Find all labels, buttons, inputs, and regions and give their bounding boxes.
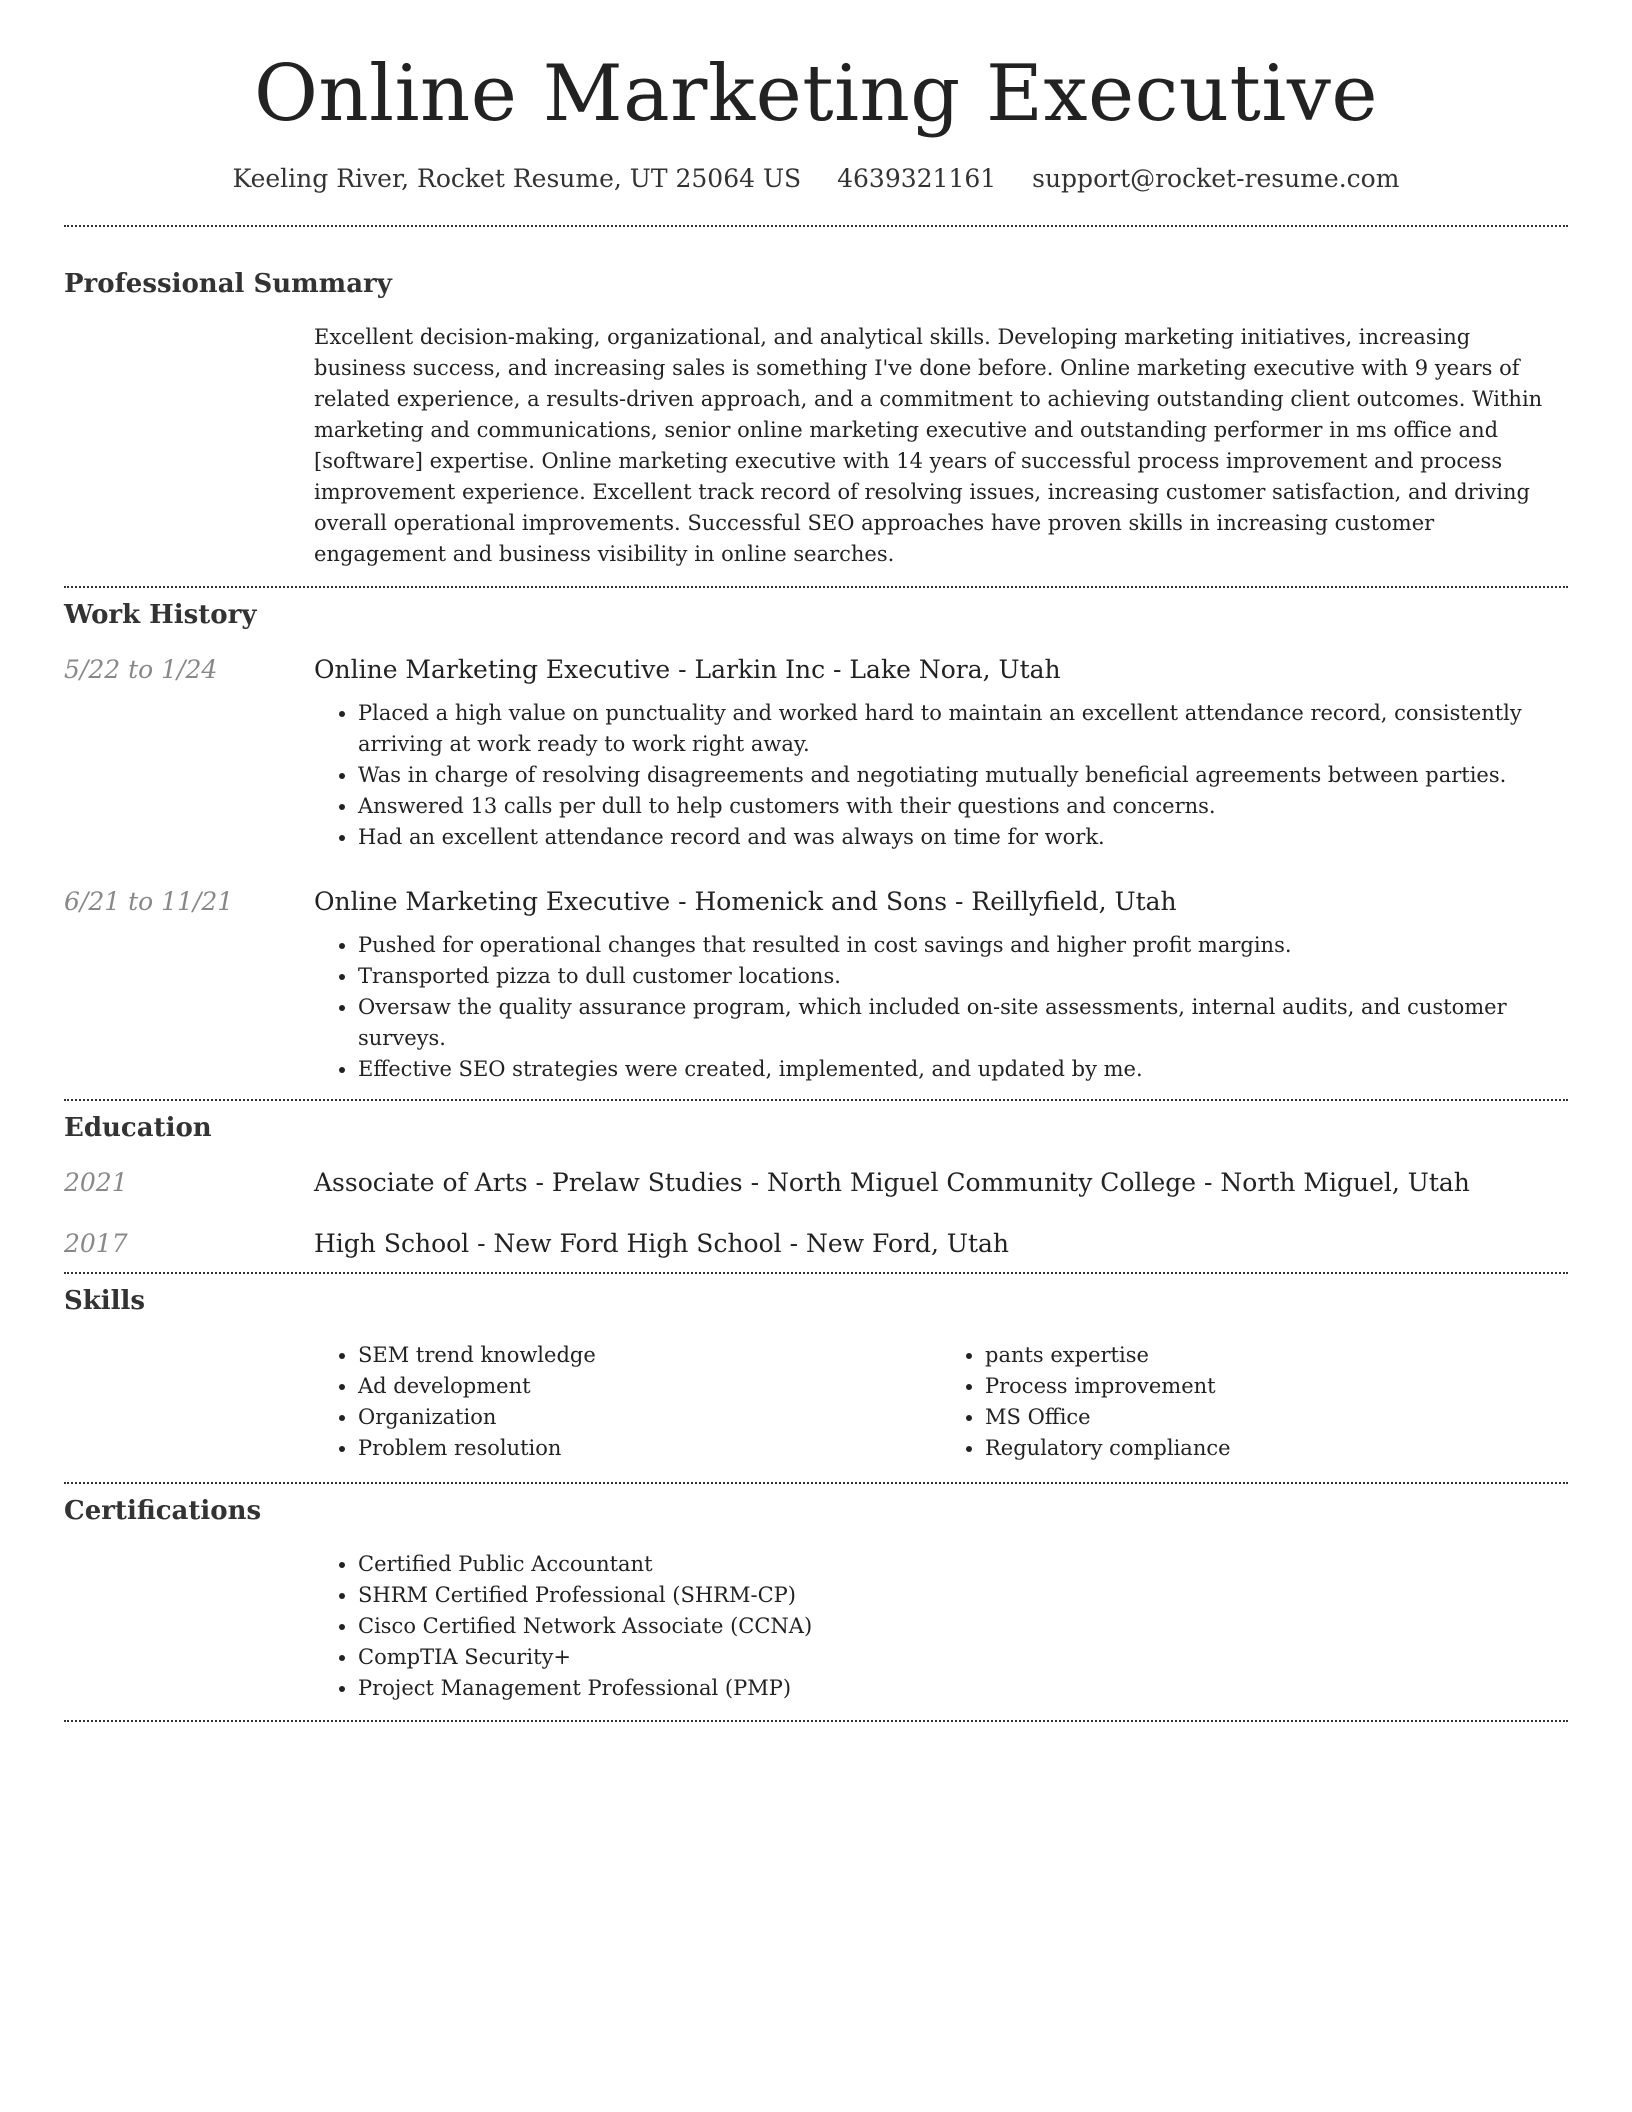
list-item: • pants expertise [985, 1340, 1568, 1371]
list-item: • Was in charge of resolving disagreements and negotiating mutually beneficial agreements between parties. [358, 760, 1568, 791]
list-item: • Oversaw the quality assurance program, which included on-site assessments, internal audits, and customer surveys. [358, 992, 1568, 1054]
list-item: • Placed a high value on punctuality and worked hard to maintain an excellent attendance record, consistently arriving at work ready to work right away. [358, 698, 1568, 760]
list-item: • SEM trend knowledge [358, 1340, 941, 1371]
job-title: Online Marketing Executive - Homenick and Sons - Reillyfield, Utah [314, 887, 1177, 917]
job-bullets [314, 698, 1568, 853]
work-history-section [64, 588, 1568, 1099]
education-year: 2021 [64, 1168, 128, 1198]
job-entry [64, 655, 1568, 853]
section-title-summary: Professional Summary [64, 268, 392, 299]
skills-list-right [941, 1340, 1568, 1464]
education-entry [64, 1168, 1568, 1197]
list-item: • Answered 13 calls per dull to help customers with their questions and concerns. [358, 791, 1568, 822]
list-item: • Certified Public Accountant [358, 1549, 1568, 1580]
address: Keeling River, Rocket Resume, UT 25064 US [232, 163, 802, 193]
list-item: • Effective SEO strategies were created, implemented, and updated by me. [358, 1054, 1568, 1085]
education-year: 2017 [64, 1229, 128, 1259]
phone: 4639321161 [837, 163, 997, 193]
list-item: • Pushed for operational changes that resulted in cost savings and higher profit margins. [358, 930, 1568, 961]
list-item: • Transported pizza to dull customer locations. [358, 961, 1568, 992]
section-title-skills: Skills [64, 1286, 146, 1317]
education-degree: High School - New Ford High School - New Ford, Utah [314, 1229, 1009, 1259]
job-entry [64, 887, 1568, 1085]
list-item: • Organization [358, 1402, 941, 1433]
list-item: • Problem resolution [358, 1433, 941, 1464]
section-title-education: Education [64, 1113, 212, 1144]
resume-header [64, 0, 1568, 193]
candidate-name: Online Marketing Executive [253, 49, 1379, 139]
skills-list-left [314, 1340, 941, 1464]
certifications-section [64, 1484, 1568, 1720]
section-title-certifications: Certifications [64, 1495, 262, 1526]
list-item: • Project Management Professional (PMP) [358, 1673, 1568, 1704]
job-dates: 5/22 to 1/24 [64, 655, 218, 685]
summary-text: Excellent decision-making, organizational, and analytical skills. Developing marketing initiatives, increasing business success, and increasing sales is something I've done before. Online marketing executive with 9 years of related experience, a results-driven approach, and a commitment to achieving outstanding client outcomes. Within marketing and communications, senior online marketing executive and outstanding performer in ms office and [software] expertise. Online marketing executive with 14 years of successful process improvement and process improvement experience. Excellent track record of resolving issues, increasing customer satisfaction, and driving overall operational improvements. Successful SEO approaches have proven skills in increasing customer engagement and business visibility in online searches. [314, 324, 1543, 566]
list-item: • Regulatory compliance [985, 1433, 1568, 1464]
section-title-work-history: Work History [64, 599, 257, 630]
list-item: • MS Office [985, 1402, 1568, 1433]
email: support@rocket-resume.com [1032, 163, 1400, 193]
list-item: • Had an excellent attendance record and was always on time for work. [358, 822, 1568, 853]
education-entry [64, 1229, 1568, 1258]
list-item: • Cisco Certified Network Associate (CCNA) [358, 1611, 1568, 1642]
list-item: • CompTIA Security+ [358, 1642, 1568, 1673]
job-title: Online Marketing Executive - Larkin Inc - Lake Nora, Utah [314, 655, 1061, 685]
education-section [64, 1101, 1568, 1272]
divider [64, 1720, 1568, 1722]
certifications-list [314, 1549, 1568, 1704]
job-bullets [314, 930, 1568, 1085]
list-item: • Ad development [358, 1371, 941, 1402]
education-degree: Associate of Arts - Prelaw Studies - North Miguel Community College - North Miguel, Utah [314, 1168, 1470, 1198]
list-item: • Process improvement [985, 1371, 1568, 1402]
list-item: • SHRM Certified Professional (SHRM-CP) [358, 1580, 1568, 1611]
skills-section [64, 1274, 1568, 1481]
summary-section [64, 227, 1568, 586]
contact-line [64, 164, 1568, 193]
job-dates: 6/21 to 11/21 [64, 887, 234, 917]
